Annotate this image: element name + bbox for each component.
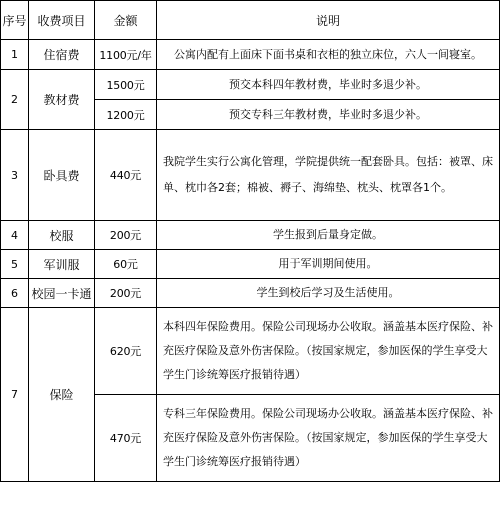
header-item: 收费项目 — [29, 1, 95, 40]
row-number: 7 — [1, 308, 29, 482]
fee-item: 军训服 — [29, 250, 95, 279]
fee-amount: 200元 — [95, 221, 157, 250]
fee-amount: 470元 — [95, 395, 157, 482]
table-row — [1, 221, 500, 250]
table-row — [1, 70, 500, 100]
fee-description: 预交本科四年教材费，毕业时多退少补。 — [157, 70, 500, 100]
fee-amount: 60元 — [95, 250, 157, 279]
fee-description: 学生报到后量身定做。 — [157, 221, 500, 250]
fee-item: 保险 — [29, 308, 95, 482]
fee-item: 校园一卡通 — [29, 279, 95, 308]
fee-description: 我院学生实行公寓化管理，学院提供统一配套卧具。包括：被罩、床单、枕巾各2套；棉被、褥子、海绵垫、枕头、枕罩各1个。 — [157, 130, 500, 221]
header-amount: 金额 — [95, 1, 157, 40]
header-description: 说明 — [157, 1, 500, 40]
table-row — [1, 40, 500, 70]
header-no: 序号 — [1, 1, 29, 40]
fee-item: 校服 — [29, 221, 95, 250]
row-number: 1 — [1, 40, 29, 70]
fee-item: 卧具费 — [29, 130, 95, 221]
fee-description: 专科三年保险费用。保险公司现场办公收取。涵盖基本医疗保险、补充医疗保险及意外伤害保险。（按国家规定，参加医保的学生享受大学生门诊统筹医疗报销待遇） — [157, 395, 500, 482]
row-number: 4 — [1, 221, 29, 250]
row-number: 6 — [1, 279, 29, 308]
table-row — [1, 130, 500, 221]
table-row — [1, 279, 500, 308]
fee-amount: 1200元 — [95, 100, 157, 130]
fee-description: 学生到校后学习及生活使用。 — [157, 279, 500, 308]
table-header-row — [1, 1, 500, 40]
fee-amount: 1100元/年 — [95, 40, 157, 70]
fee-item: 教材费 — [29, 70, 95, 130]
table-row — [1, 308, 500, 395]
row-number: 3 — [1, 130, 29, 221]
fee-amount: 200元 — [95, 279, 157, 308]
fee-description: 公寓内配有上面床下面书桌和衣柜的独立床位，六人一间寝室。 — [157, 40, 500, 70]
fee-description: 预交专科三年教材费，毕业时多退少补。 — [157, 100, 500, 130]
fee-amount: 620元 — [95, 308, 157, 395]
row-number: 5 — [1, 250, 29, 279]
fee-amount: 1500元 — [95, 70, 157, 100]
fee-amount: 440元 — [95, 130, 157, 221]
row-number: 2 — [1, 70, 29, 130]
fee-description: 用于军训期间使用。 — [157, 250, 500, 279]
fee-description: 本科四年保险费用。保险公司现场办公收取。涵盖基本医疗保险、补充医疗保险及意外伤害保险。（按国家规定，参加医保的学生享受大学生门诊统筹医疗报销待遇） — [157, 308, 500, 395]
table-row — [1, 250, 500, 279]
fee-item: 住宿费 — [29, 40, 95, 70]
